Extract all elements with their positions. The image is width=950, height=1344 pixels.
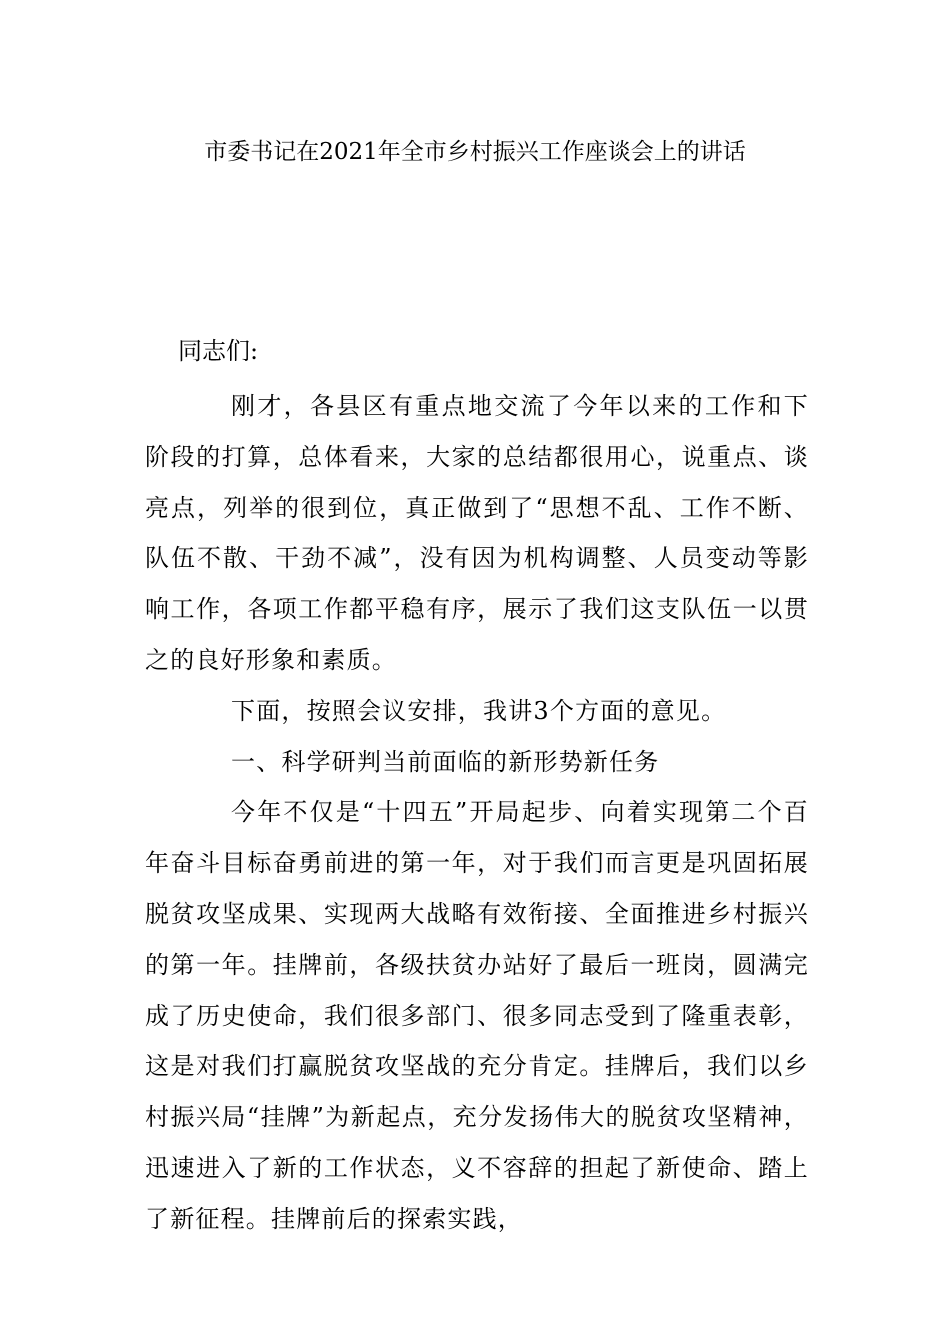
document-body [145, 381, 809, 1245]
salutation: 同志们: [178, 337, 259, 365]
paragraph-intro: 下面，按照会议安排，我讲3个方面的意见。 [231, 696, 727, 725]
paragraph-section-1: 今年不仅是“十四五”开局起步、向着实现第二个百年奋斗目标奋勇前进的第一年，对于我们而言更是巩固拓展脱贫攻坚成果、实现两大战略有效衔接、全面推进乡村振兴的第一年。挂牌前，各级扶贫办站好了最后一班岗，圆满完成了历史使命，我们很多部门、很多同志受到了隆重表彰，这是对我们打赢脱贫攻坚战的充分肯定。挂牌后，我们以乡村振兴局“挂牌”为新起点，充分发扬伟大的脱贫攻坚精神，迅速进入了新的工作状态，义不容辞的担起了新使命、踏上了新征程。挂牌前后的探索实践， [145, 798, 809, 1233]
document-title: 市委书记在2021年全市乡村振兴工作座谈会上的讲话 [204, 139, 746, 165]
section-heading-1: 一、科学研判当前面临的新形势新任务 [231, 747, 660, 776]
paragraph-opening: 刚才，各县区有重点地交流了今年以来的工作和下阶段的打算，总体看来，大家的总结都很用心，说重点、谈亮点，列举的很到位，真正做到了“思想不乱、工作不断、队伍不散、干劲不减”，没有因为机构调整、人员变动等影响工作，各项工作都平稳有序，展示了我们这支队伍一以贯之的良好形象和素质。 [145, 392, 809, 674]
